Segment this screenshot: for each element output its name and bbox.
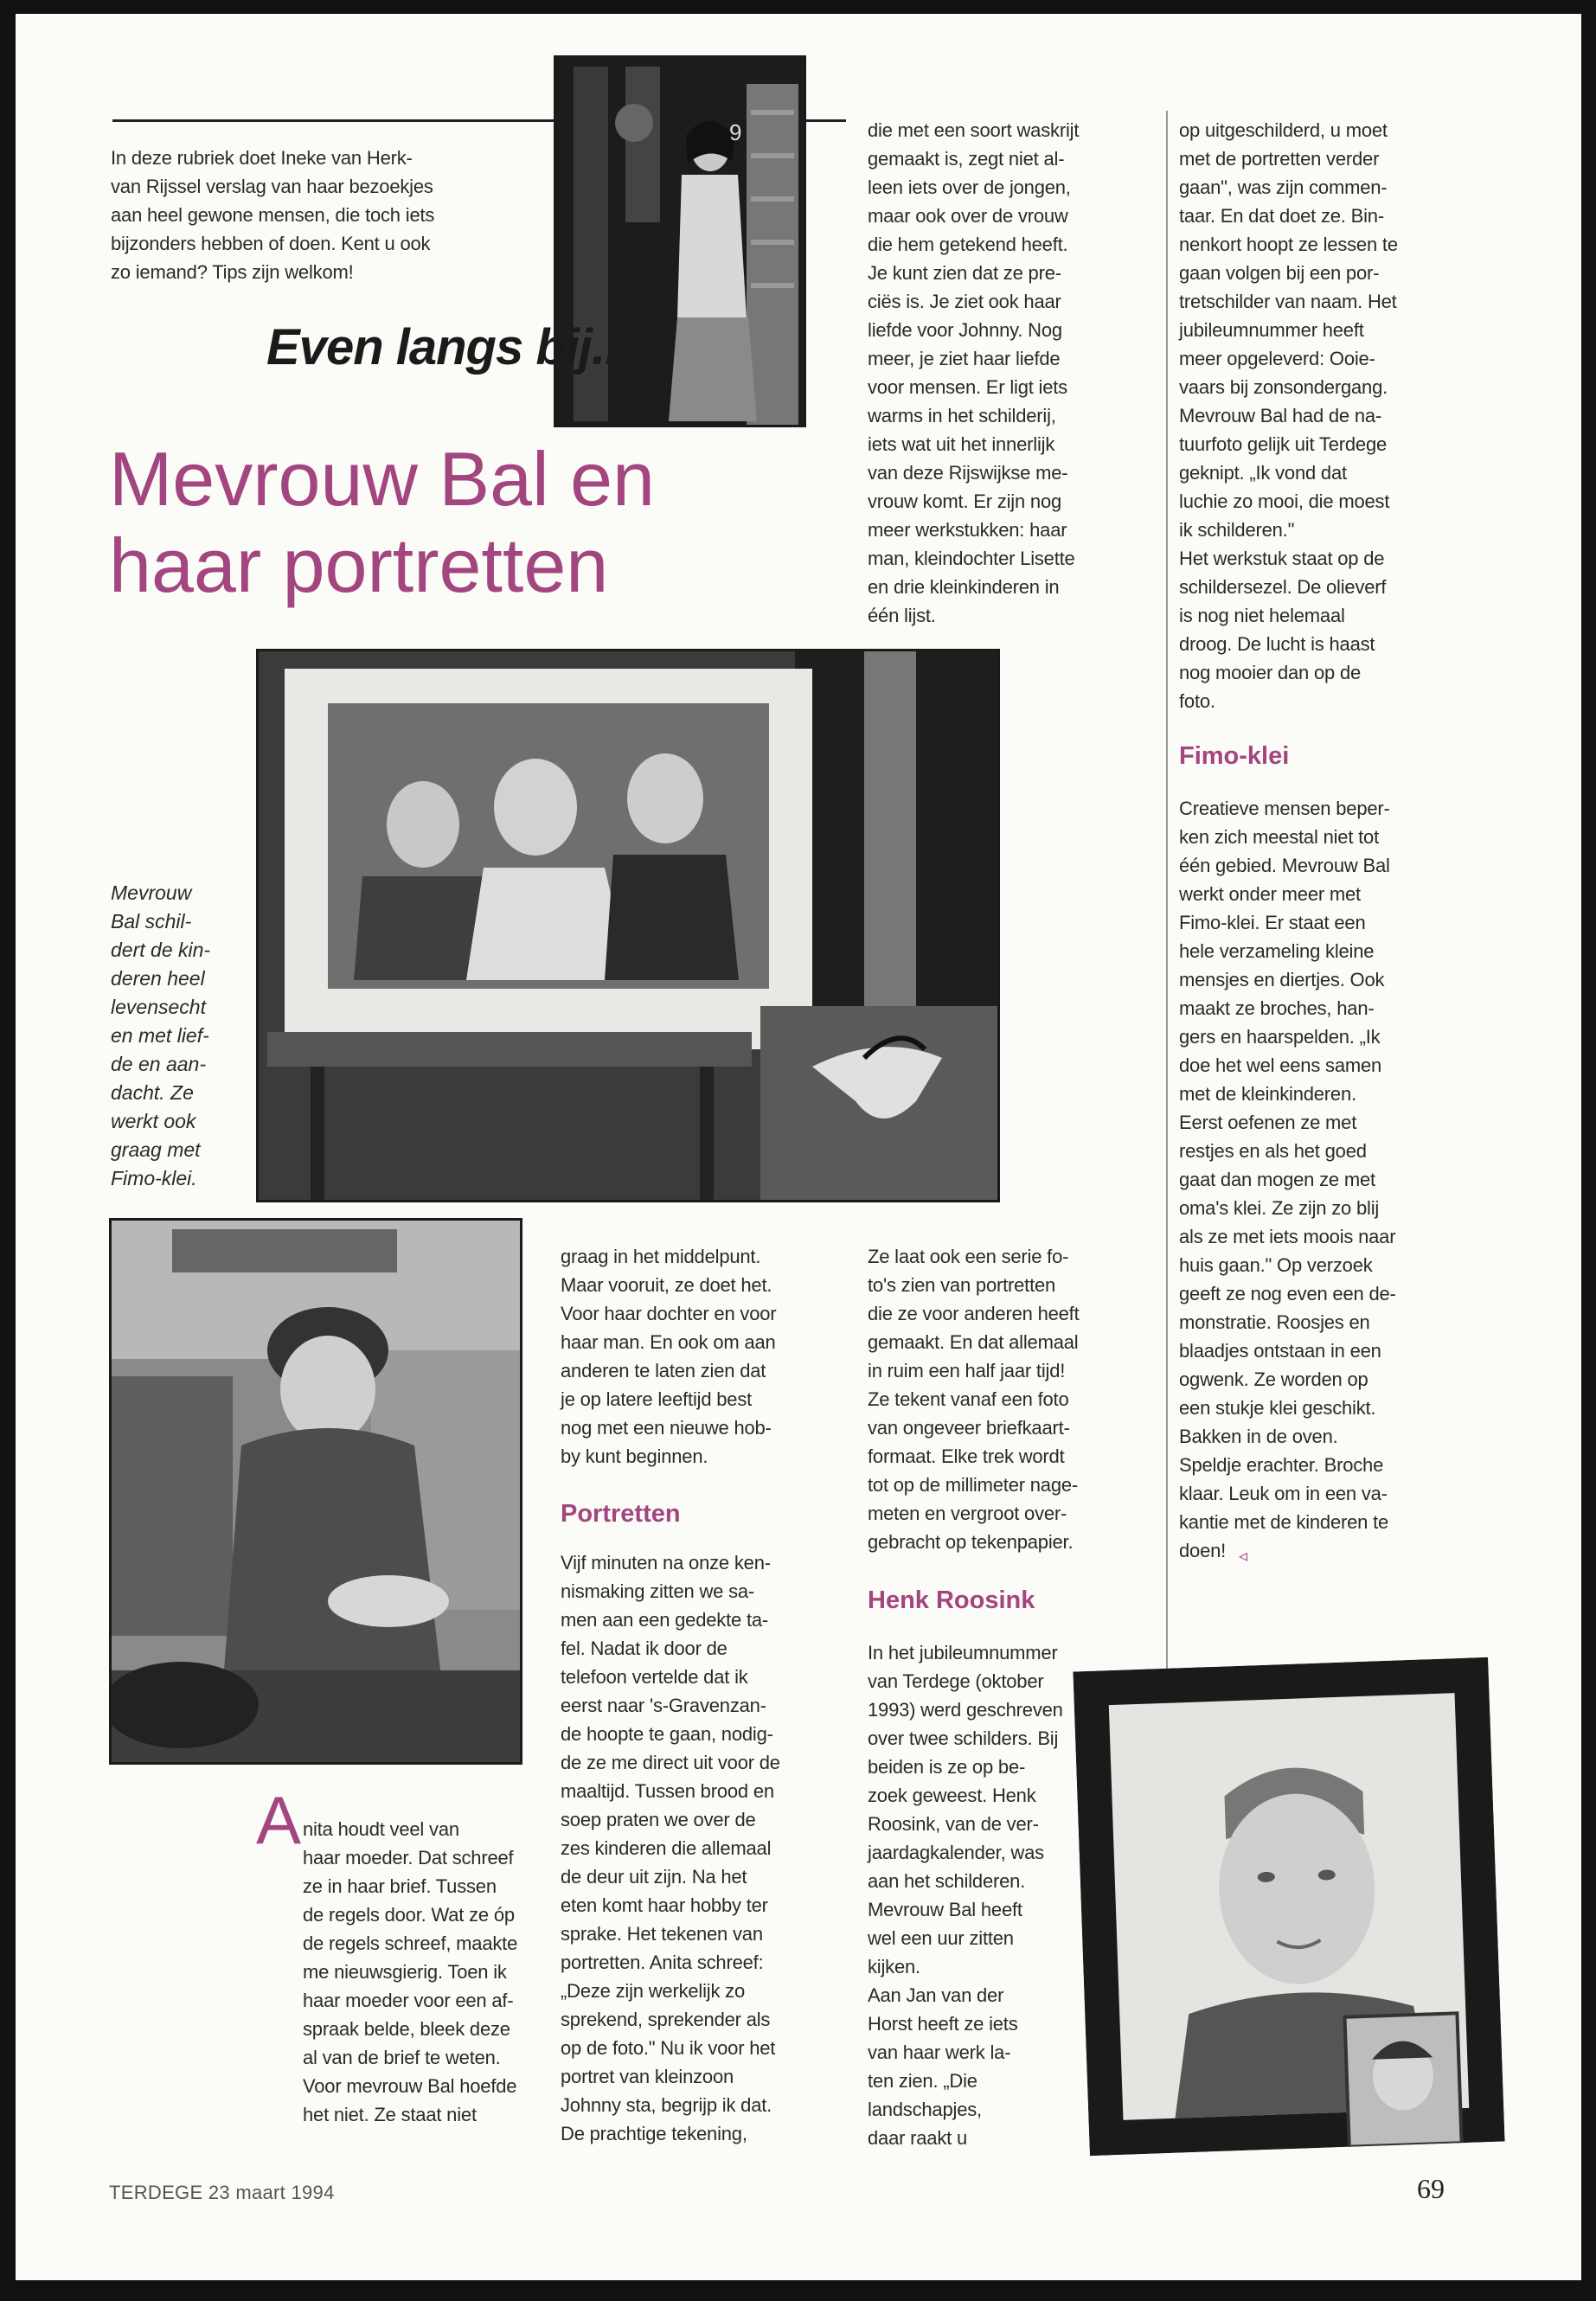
series-title: Even langs bij... [266, 319, 631, 375]
footer-magazine: TERDEGE 23 maart 1994 [109, 2182, 335, 2203]
column-c-bottom-text: In het jubileumnummer van Terdege (oktober 1993) werd geschreven over twee schilders. Bij beiden is ze op be- zoek geweest. Henk Roosink, van de ver- jaardagkalender, was aan het schilderen. Mevrouw Bal heeft wel een uur zitten kijken. Aan Jan van der Horst heeft ze iets van haar werk la- ten zien. „Die landschapjes, daar raakt u [868, 1642, 1063, 2149]
article-title-line-2: haar portretten [109, 522, 609, 608]
magazine-page [16, 14, 1581, 2280]
heading-henk-roosink: Henk Roosink [868, 1586, 1035, 1614]
mevrouw-bal-photo [109, 1218, 522, 1765]
intro-text: In deze rubriek doet Ineke van Herk- van Rijssel verslag van haar bezoekjes aan heel gewone mensen, die toch iets bijzonders hebben of doen. Kent u ook zo iemand? Tips zijn welkom! [111, 147, 435, 283]
article-title-line-1: Mevrouw Bal en [109, 436, 655, 522]
article-title [109, 436, 655, 609]
drop-cap: A [256, 1782, 302, 1858]
easel-portrait-photo [256, 649, 1000, 1202]
photo-caption: Mevrouw Bal schil- dert de kin- deren heel levensecht en met lief- de en aan- dacht. Ze werkt ook graag met Fimo-klei. [111, 881, 211, 1189]
heading-fimo-klei: Fimo-klei [1179, 742, 1290, 770]
column-d-top-text: op uitgeschilderd, u moet met de portretten verder gaan", was zijn commen- taar. En dat doet ze. Bin- nenkort hoopt ze lessen te gaan volgen bij een por- tretschilder van naam. Het jubileumnummer heeft meer opgeleverd: Ooie- vaars bij zonsondergang. Mevrouw Bal had de na- tuurfoto gelijk uit Terdege geknipt. „Ik vond dat luchie zo mooi, die moest ik schilderen." Het werkstuk staat op de schildersezel. De olieverf is nog niet helemaal droog. De lucht is haast nog mooier dan op de foto. [1179, 119, 1398, 712]
page-number: 69 [1417, 2173, 1445, 2204]
column-d-text-2: Creatieve mensen beper- ken zich meestal niet tot één gebied. Mevrouw Bal werkt onder meer met Fimo-klei. Er staat een hele verzameling kleine mensjes en diertjes. Ook maakt ze broches, han- gers en haarspelden. „Ik doe het wel eens samen met de kleinkinderen. Eerst oefenen ze met restjes en als het goed gaat dan mogen ze met oma's klei. Ze zijn zo blij als ze met iets moois naar huis gaan." Op verzoek geeft ze nog even een de- monstratie. Roosjes en blaadjes ontstaan in een ogwenk. Ze worden op een stukje klei geschikt. Bakken in de oven. Speldje erachter. Broche klaar. Leuk om in een va- kantie met de kinderen te doen! [1179, 798, 1396, 1561]
heading-portretten: Portretten [561, 1500, 681, 1528]
end-mark: ◃ [1239, 1545, 1248, 1566]
column-b-text-2: Vijf minuten na onze ken- nismaking zitten we sa- men aan een gedekte ta- fel. Nadat ik door de telefoon vertelde dat ik eerst naar 's-Gravenzan- de hoopte te gaan, nodig- de ze me direct uit voor de maaltijd. Tussen brood en soep praten we over de zes kinderen die allemaal de deur uit zijn. Na het eten komt haar hobby ter sprake. Het tekenen van portretten. Anita schreef: „Deze zijn werkelijk zo sprekend, sprekender als op de foto." Nu ik voor het portret van kleinzoon Johnny sta, begrijp ik dat. De prachtige tekening, [561, 1552, 780, 2144]
column-c-top-text: die met een soort waskrijt gemaakt is, zegt niet al- leen iets over de jongen, maar ook over de vrouw die hem getekend heeft. Je kunt zien dat ze pre- ciës is. Je ziet ook haar liefde voor Johnny. Nog meer, je ziet haar liefde voor mensen. Er ligt iets warms in het schilderij, iets wat uit het innerlijk van deze Rijswijkse me- vrouw komt. Er zijn nog meer werkstukken: haar man, kleindochter Lisette en drie kleinkinderen in één lijst. [868, 119, 1080, 626]
column-c-middle-text: Ze laat ook een serie fo- to's zien van portretten die ze voor anderen heeft gemaakt. En dat allemaal in ruim een half jaar tijd! Ze tekent vanaf een foto van ongeveer briefkaart- formaat. Elke trek wordt tot op de millimeter nage- meten en vergroot over- gebracht op tekenpapier. [868, 1246, 1080, 1553]
column-a-text: nita houdt veel van haar moeder. Dat schreef ze in haar brief. Tussen de regels door. Wat ze óp de regels schreef, maakte me nieuwsgierig. Toen ik haar moeder voor een af- spraak belde, bleek deze al van de brief te weten. Voor mevrouw Bal hoefde het niet. Ze staat niet [303, 1818, 518, 2125]
svg-text:9: 9 [729, 119, 742, 145]
framed-boy-portrait-photo [1073, 1657, 1504, 2156]
column-b-text: graag in het middelpunt. Maar vooruit, ze doet het. Voor haar dochter en voor haar man. En ook om aan anderen te laten zien dat je op latere leeftijd best nog met een nieuwe hob- by kunt beginnen. [561, 1246, 777, 1467]
